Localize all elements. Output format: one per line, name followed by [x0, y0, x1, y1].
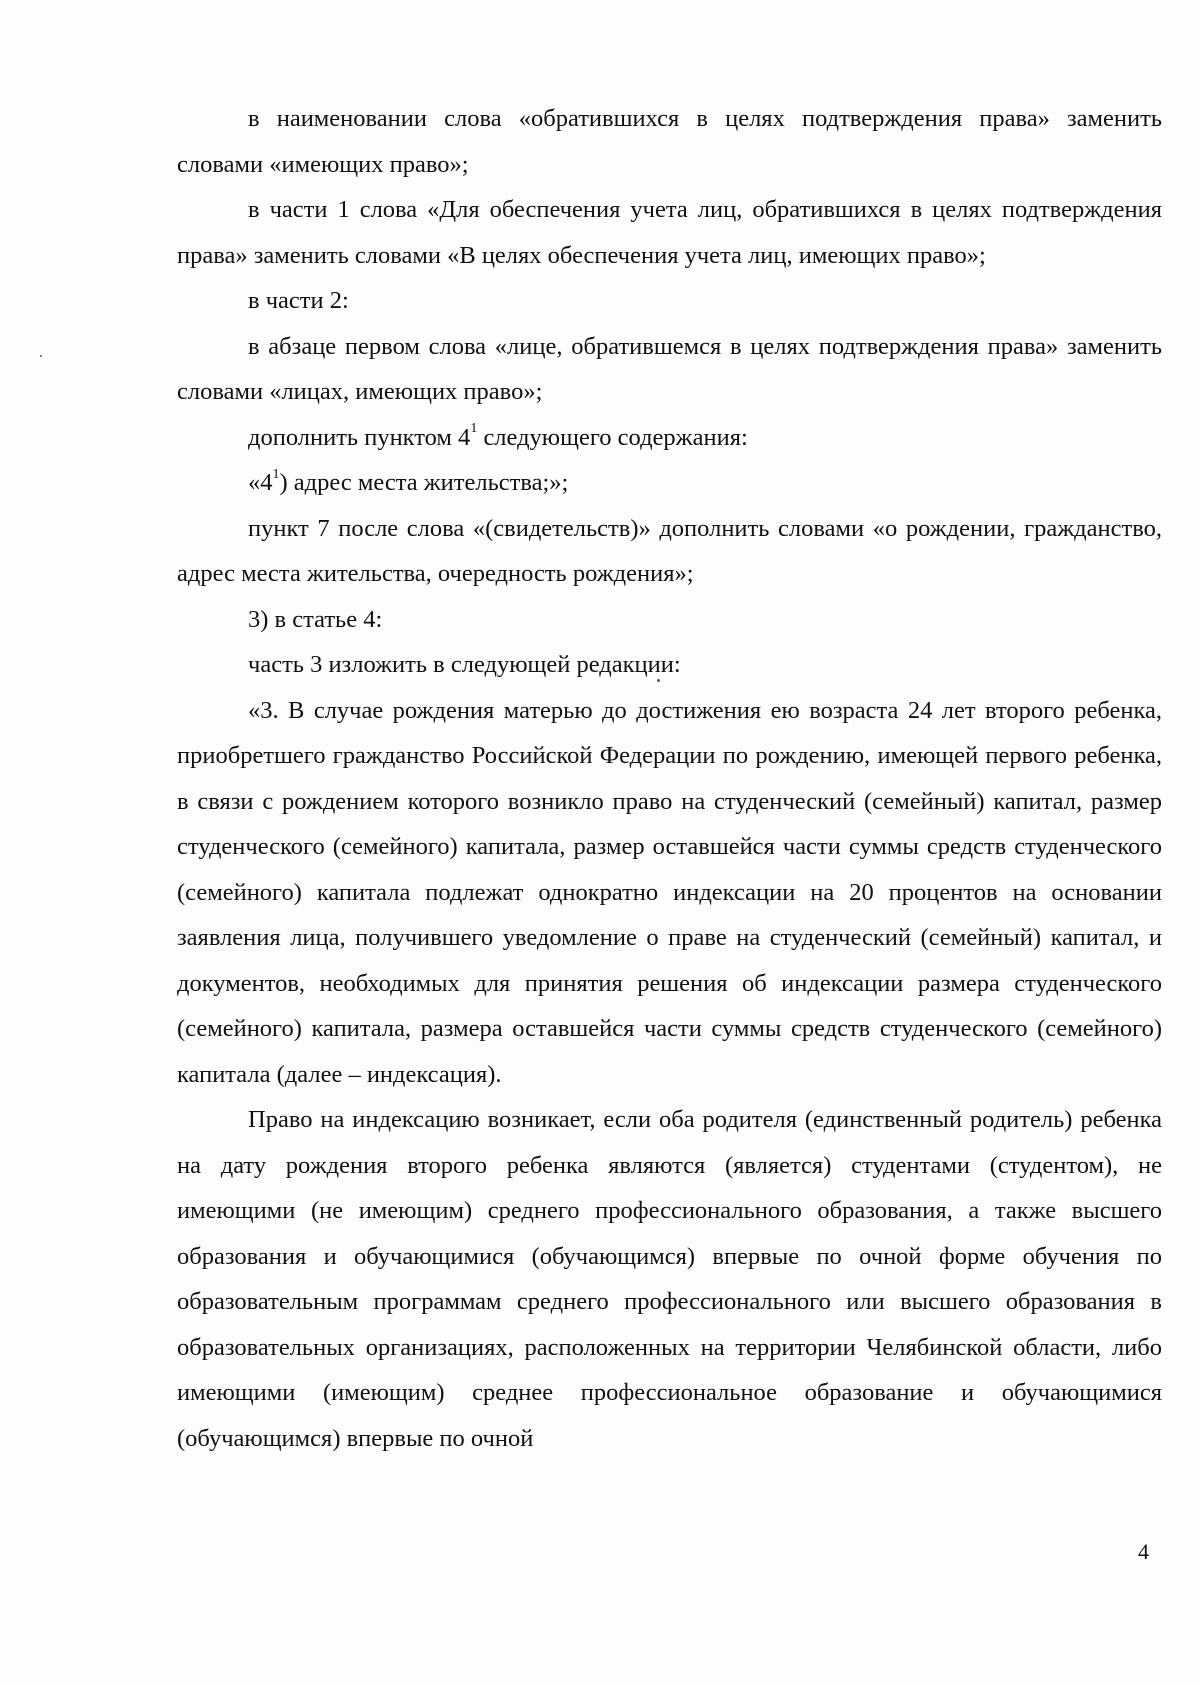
- paragraph-part-2-heading: в части 2:: [248, 287, 349, 314]
- paragraph-quoted-point: [177, 460, 1162, 506]
- paragraph-article-4-heading: 3) в статье 4:: [248, 605, 383, 633]
- paragraph-indexation-right: Право на индексацию возникает, если оба родителя (единственный родитель) ребенка на дату рождения второго ребенка являются (является) студентами (студентом), не имеющими (не имеющим) среднего профессионального образования, а также высшего образования и обучающимися (обучающимся) впервые по очной форме обучения по образовательным программам среднего профессионального или высшего образования в образовательных организациях, расположенных на территории Челябинской области, либо имеющими (имеющим) среднее профессиональное образование и обучающимися (обучающимся) впервые по очной: [177, 1106, 1162, 1452]
- paragraph-part-3-text: «3. В случае рождения матерью до достижения ею возраста 24 лет второго ребенка, приобретшего гражданство Российской Федерации по рождению, имеющей первого ребенка, в связи с рождением которого возникло право на студенческий (семейный) капитал, размер студенческого (семейного) капитала, размер оставшейся части суммы средств студенческого (семейного) капитала подлежат однократно индексации на 20 процентов на основании заявления лица, получившего уведомление о праве на студенческий (семейный) капитал, и документов, необходимых для принятия решения об индексации размера студенческого (семейного) капитала, размера оставшейся части суммы средств студенческого (семейного) капитала (далее – индексация).: [177, 696, 1162, 1088]
- quoted-point-before: «4: [248, 469, 273, 496]
- scan-speck: [40, 355, 42, 357]
- paragraph-point-7-amendment: пункт 7 после слова «(свидетельств)» дополнить словами «о рождении, гражданство, адрес места жительства, очередность рождения»;: [177, 514, 1162, 587]
- paragraph-part-3-heading: часть 3 изложить в следующей редакции:: [248, 651, 681, 678]
- quoted-point-superscript: 1: [272, 466, 280, 482]
- supplement-text-after: следующего содержания:: [477, 423, 748, 451]
- supplement-superscript: 1: [470, 421, 478, 437]
- paragraph-first-indent-amendment: в абзаце первом слова «лице, обратившемся в целях подтверждения права» заменить словами «лицах, имеющих право»;: [177, 332, 1162, 405]
- supplement-text-before: дополнить пунктом 4: [248, 423, 471, 451]
- document-body: [177, 96, 1162, 1461]
- paragraph-title-amendment: в наименовании слова «обратившихся в целях подтверждения права» заменить словами «имеющих право»;: [177, 105, 1162, 178]
- paragraph-supplement-point: [177, 415, 1162, 461]
- quoted-point-after: ) адрес места жительства;»;: [279, 469, 569, 496]
- scan-speck: [657, 679, 660, 682]
- page-number: 4: [1138, 1539, 1149, 1564]
- paragraph-part-1-amendment: в части 1 слова «Для обеспечения учета лиц, обратившихся в целях подтверждения права» заменить словами «В целях обеспечения учета лиц, имеющих право»;: [177, 196, 1162, 269]
